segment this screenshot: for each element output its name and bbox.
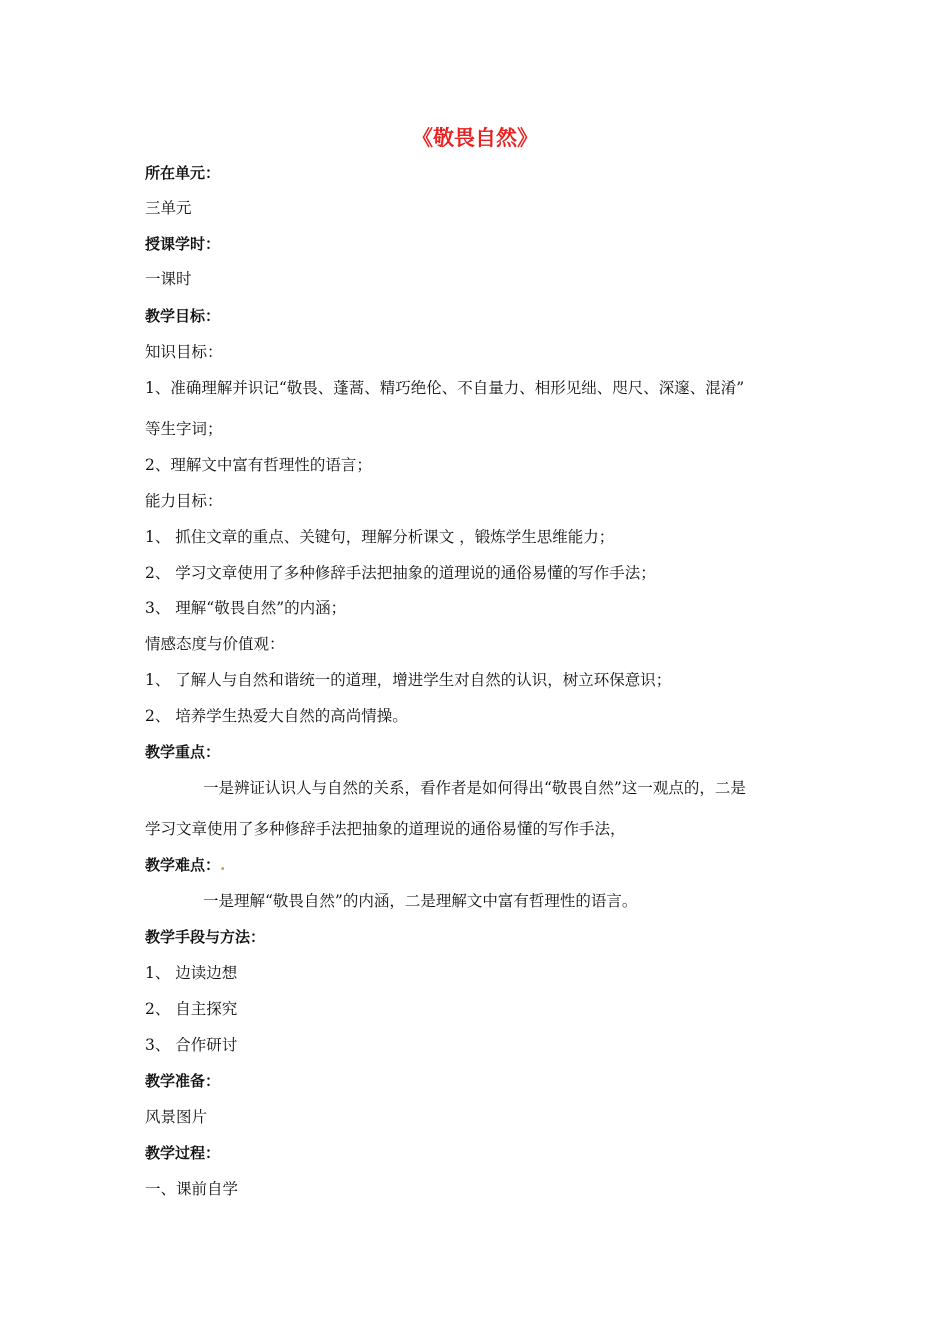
- focus-text-cont: 学习文章使用了多种修辞手法把抽象的道理说的通俗易懂的写作手法，: [145, 820, 626, 838]
- difficulty-heading: [145, 854, 225, 876]
- document-title: 《敬畏自然》: [412, 126, 538, 150]
- method-item-3: 3、 合作研讨: [145, 1036, 238, 1054]
- method-item-1: 1、 边读边想: [145, 964, 238, 982]
- ability-item-2: 2、 学习文章使用了多种修辞手法把抽象的道理说的通俗易懂的写作手法；: [145, 564, 656, 582]
- emotion-item-1: 1、 了解人与自然和谐统一的道理，增进学生对自然的认识，树立环保意识；: [145, 671, 672, 689]
- knowledge-item-1-cont: 等生字词；: [145, 420, 223, 438]
- hours-label: 授课学时：: [145, 235, 221, 253]
- unit-value: 三单元: [145, 199, 192, 217]
- hours-value: 一课时: [145, 270, 192, 288]
- ability-item-1: 1、 抓住文章的重点、关键句，理解分析课文 ，锻炼学生思维能力；: [145, 528, 615, 546]
- difficulty-dot: .: [220, 855, 226, 874]
- emotion-item-2: 2、 培养学生热爱大自然的高尚情操。: [145, 707, 408, 725]
- focus-text: 一是辨证认识人与自然的关系，看作者是如何得出“敬畏自然”这一观点的，二是: [203, 779, 746, 797]
- knowledge-item-2: 2、理解文中富有哲理性的语言；: [145, 456, 372, 474]
- prep-label: 教学准备：: [145, 1072, 221, 1090]
- knowledge-label: 知识目标：: [145, 343, 223, 361]
- focus-label: 教学重点：: [145, 743, 221, 761]
- goals-label: 教学目标：: [145, 307, 221, 325]
- methods-label: 教学手段与方法：: [145, 928, 266, 946]
- emotion-label: 情感态度与价值观：: [145, 635, 285, 653]
- process-item-1: 一、课前自学: [145, 1180, 239, 1198]
- ability-item-3: 3、 理解“敬畏自然”的内涵；: [145, 599, 347, 617]
- unit-label: 所在单元：: [145, 164, 221, 182]
- ability-label: 能力目标：: [145, 492, 223, 510]
- difficulty-text: 一是理解“敬畏自然”的内涵，二是理解文中富有哲理性的语言。: [203, 892, 638, 910]
- difficulty-label: 教学难点：: [145, 856, 221, 874]
- knowledge-item-1: 1、准确理解并识记“敬畏、蓬蒿、精巧绝伦、不自量力、相形见绌、咫尺、深邃、混淆”: [145, 379, 745, 397]
- process-label: 教学过程：: [145, 1144, 221, 1162]
- prep-value: 风景图片: [145, 1108, 208, 1126]
- method-item-2: 2、 自主探究: [145, 1000, 238, 1018]
